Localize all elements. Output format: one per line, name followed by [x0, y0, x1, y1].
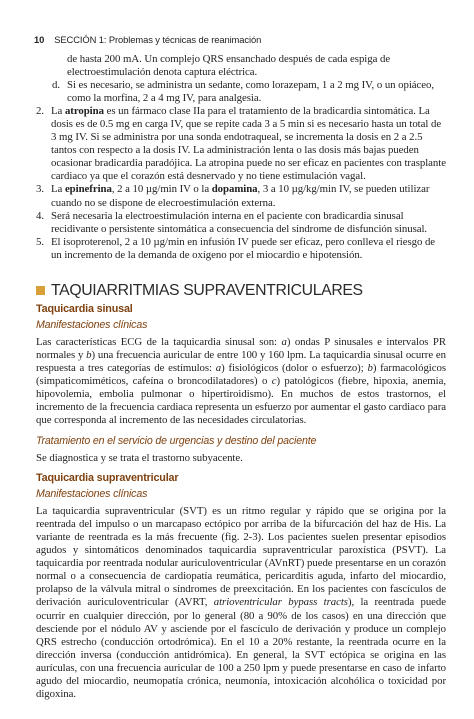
- sinus-text-part: ) farmacológicos (simpaticomiméticos, cafeína o broncodilatadores) o: [36, 361, 446, 387]
- sinus-text-part: ) una frecuencia auricular de entre 100 y 160 lpm. La taquicardia sinusal ocurre en respuesta a tres categorías de estímulos:: [36, 348, 446, 374]
- sinus-treatment-heading: Tratamiento en el servicio de urgencias y destino del paciente: [36, 435, 317, 448]
- section-title: SECCIÓN 1: Problemas y técnicas de reanimación: [54, 34, 262, 45]
- section-square-icon: [36, 286, 45, 295]
- svt-italic-term: atrioventricular bypass tracts: [213, 596, 348, 609]
- treatment-item-2-prefix: La: [51, 105, 65, 118]
- treatment-item-4-number: 4.: [36, 209, 44, 222]
- sinus-letter-a-second: a: [215, 361, 222, 374]
- bradycardia-treatment-list: [36, 105, 446, 262]
- section-heading-text: TAQUIARRITMIAS SUPRAVENTRICULARES: [51, 281, 363, 299]
- sinus-text-part: Las características ECG de la taquicardia sinusal son:: [36, 335, 282, 348]
- treatment-item-3-prefix: La: [51, 183, 65, 196]
- treatment-item-2-text: es un fármaco clase IIa para el tratamiento de la bradicardia sintomática. La dosis es de 0.5 mg en carga IV, que se repite cada 3 a 5 min si es necesario hasta un total de 3 mg IV. Si se administra por una sonda endotraqueal, se incrementa la dosis en 2 a 2.5 tantos con respecto a la dosis IV. La administración lenta o las dosis más bajas pueden ocasionar bradicardia paradójica. La atropina puede no ser eficaz en pacientes con trasplante cardiaco ya que el corazón está desnervado y no tiene estimulación vagal.: [51, 105, 446, 183]
- substep-d-marker: d.: [52, 79, 60, 92]
- sinus-letter-a: a: [281, 335, 287, 348]
- sinus-tachycardia-heading: Taquicardia sinusal: [36, 302, 133, 315]
- treatment-item-5-number: 5.: [36, 235, 44, 248]
- sinus-clinical-heading: Manifestaciones clínicas: [36, 318, 148, 331]
- treatment-item-3-middle: , 2 a 10 µg/min IV o la: [111, 183, 212, 196]
- treatment-item-3-text: , 3 a 10 µg/kg/min IV, se pueden utilizar cuando no se dispone de elecroestimulación externa.: [51, 183, 430, 209]
- treatment-item-3-number: 3.: [36, 183, 44, 196]
- treatment-item-2-number: 2.: [36, 105, 44, 118]
- sinus-letter-c: c: [271, 374, 277, 387]
- sinus-text-part: ) fisiológicos (dolor o esfuerzo);: [221, 361, 368, 374]
- treatment-item-5-text: El isoproterenol, 2 a 10 µg/min en infusión IV puede ser eficaz, pero conlleva el riesgo de un incremento de la demanda de oxígeno por el miocardio e hipotensión.: [51, 235, 436, 261]
- treatment-item-2: [36, 105, 446, 183]
- sinus-letter-b-second: b: [367, 361, 373, 374]
- continued-paragraph-text: de hasta 200 mA. Un complejo QRS ensanchado después de cada espiga de electroestimulación denota captura eléctrica.: [67, 53, 391, 79]
- dopamine-term: dopamina: [211, 183, 258, 196]
- svt-text-part: ), la reentrada puede ocurrir en cualquier dirección, por lo general (80 a 90% de los casos) en una dirección que desciende por el nódulo AV y asciende por el fascículo de derivación y produce un complejo QRS estrecho (conducción ortodrómica). En el 10 a 20% restante, la reentrada ocurre en la dirección inversa (conducción antidrómica). En general, la SVT ectópica se origina en las aurículas, con una frecuencia auricular de 100 a 250 lpm y puede presentarse en caso de infarto agudo del miocardio, neumopatía crónica, neumonía, intoxicación alcohólica o toxicidad por digoxina.: [36, 596, 447, 700]
- continued-substep-text: [36, 53, 446, 79]
- continued-substep-list: [36, 53, 446, 105]
- atropine-term: atropina: [64, 105, 104, 118]
- page-content: [36, 53, 446, 708]
- substep-d-text: Si es necesario, se administra un sedante, como lorazepam, 1 a 2 mg IV, o un opiáceo, como la morfina, 2 a 4 mg IV, para analgesia.: [67, 79, 435, 105]
- treatment-item-4-text: Será necesaria la electroestimulación interna en el paciente con bradicardia sinusal recidivante o persistente sintomática a consecuencia del síndrome de disfunción sinusal.: [51, 209, 428, 235]
- section-heading: [36, 282, 446, 300]
- sinus-letter-b: b: [86, 348, 92, 361]
- svt-clinical-heading: Manifestaciones clínicas: [36, 488, 148, 501]
- sinus-clinical-paragraph: [36, 336, 446, 427]
- treatment-item-4: [36, 210, 446, 236]
- treatment-item-5: [36, 236, 446, 262]
- sinus-text-part: ) ondas P sinusales e intervalos PR normales y: [36, 335, 446, 361]
- treatment-item-3: [36, 183, 446, 209]
- sinus-treatment-paragraph: Se diagnostica y se trata el trastorno subyacente.: [36, 452, 243, 465]
- substep-d: [36, 79, 446, 105]
- svt-text-part: La taquicardia supraventricular (SVT) es un ritmo regular y rápido que se origina por la reentrada del impulso o un marcapaso ectópico por arriba de la bifurcación del haz de His. La variante de reentrada es la más frecuente (fig. 2-3). Los pacientes suelen presentar episodios agudos y sintomáticos denominados taquicardia supraventricular paroxística (PSVT). La taquicardia por reentrada nodular auriculoventricular (AVnRT) puede presentarse en un corazón normal o a consecuencia de cardiopatía reumática, pericarditis aguda, infarto del miocardio, prolapso de la válvula mitral o síndromes de preexcitación. En los pacientes con fascículos de derivación auriculoventricular (AVRT,: [36, 505, 446, 609]
- sinus-text-part: ) patológicos (fiebre, hipoxia, anemia, hipovolemia, embolia pulmonar o hipertiroidismo). En muchos de estos trastornos, el incremento de la frecuencia cardiaca representa un esfuerzo por aumentar el gasto cardiaco para que corresponda al incremento de las necesidades circulatorias.: [36, 374, 446, 427]
- running-header: [34, 34, 454, 46]
- svt-clinical-paragraph: [36, 505, 446, 701]
- svt-heading: Taquicardia supraventricular: [36, 472, 179, 485]
- page-number: 10: [34, 34, 45, 45]
- epinephrine-term: epinefrina: [64, 183, 112, 196]
